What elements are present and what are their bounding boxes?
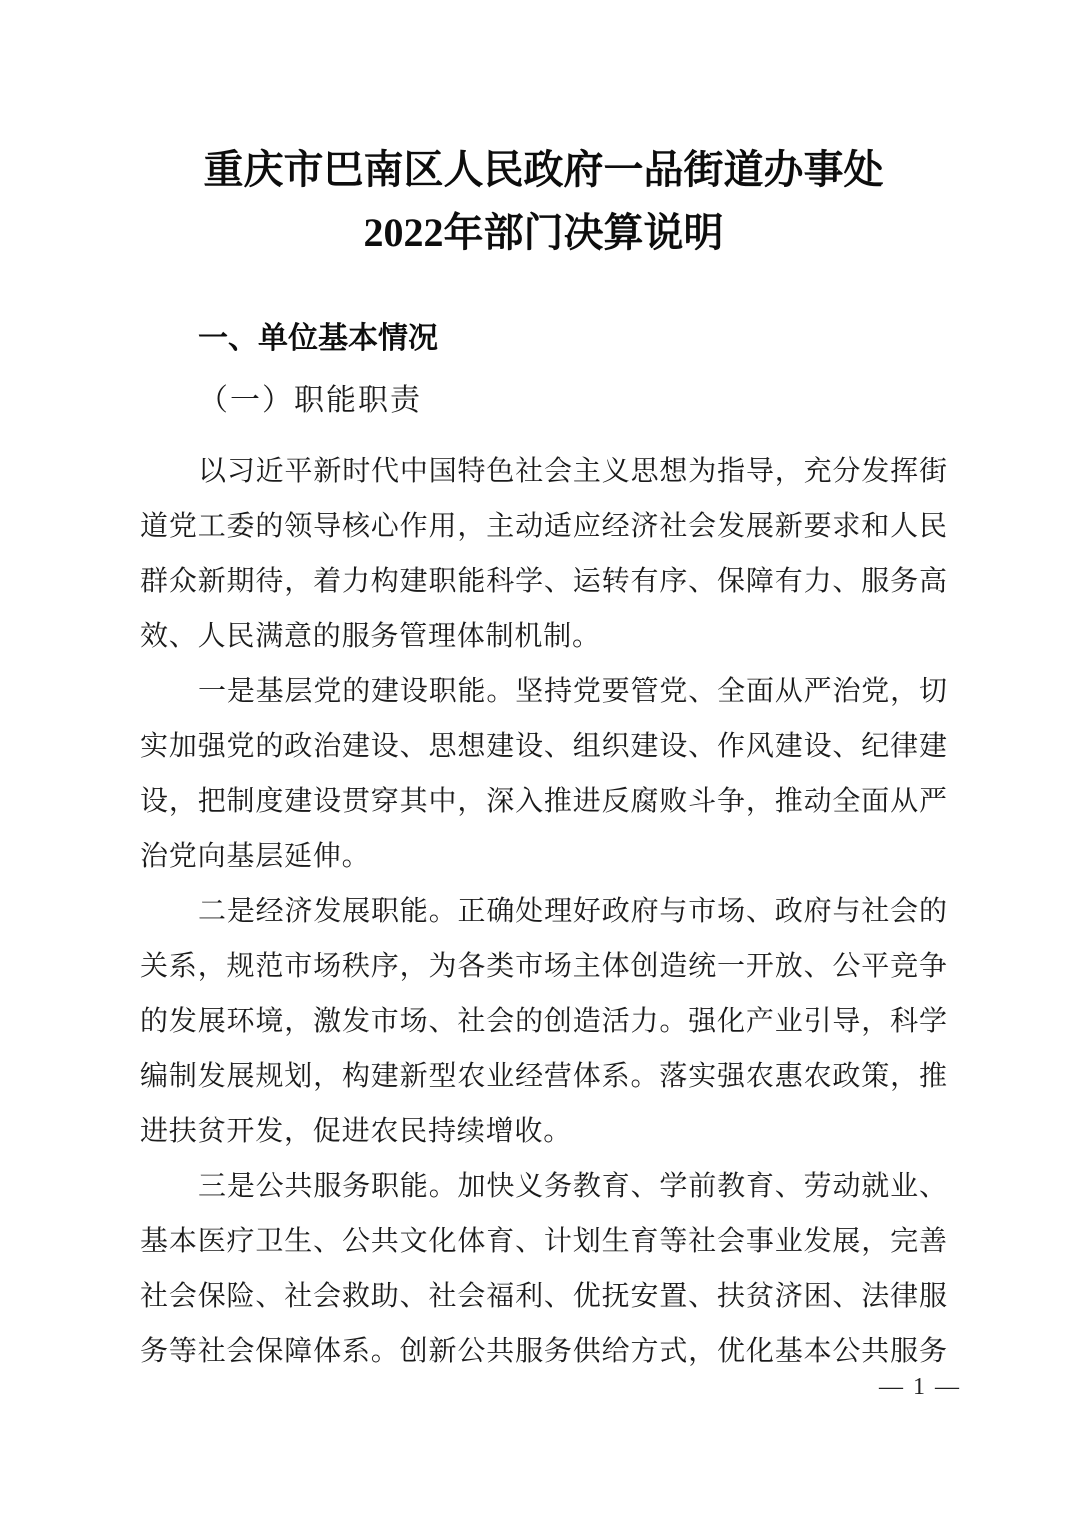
body-text <box>140 444 947 1379</box>
paragraph-2-line-2: 实加强党的政治建设、思想建设、组织建设、作风建设、纪律建 <box>140 731 947 762</box>
paragraph-3-line-5: 进扶贫开发，促进农民持续增收。 <box>140 1116 573 1147</box>
paragraph-2 <box>140 664 947 884</box>
section-heading: 一、单位基本情况 <box>198 322 438 355</box>
title-line-1: 重庆市巴南区人民政府一品街道办事处 <box>203 147 884 192</box>
page-number: — 1 — <box>879 1374 961 1400</box>
paragraph-1-line-3: 群众新期待，着力构建职能科学、运转有序、保障有力、服务高 <box>140 566 947 597</box>
subsection-heading: （一）职能职责 <box>198 384 422 417</box>
paragraph-3 <box>140 884 947 1159</box>
paragraph-4-line-1: 三是公共服务职能。加快义务教育、学前教育、劳动就业、 <box>198 1171 947 1202</box>
paragraph-1 <box>140 444 947 664</box>
paragraph-1-line-1: 以习近平新时代中国特色社会主义思想为指导，充分发挥街 <box>198 456 947 487</box>
paragraph-2-line-1: 一是基层党的建设职能。坚持党要管党、全面从严治党，切 <box>198 676 947 707</box>
paragraph-2-line-4: 治党向基层延伸。 <box>140 841 371 872</box>
paragraph-4-line-4: 务等社会保障体系。创新公共服务供给方式，优化基本公共服务 <box>140 1336 947 1367</box>
paragraph-1-line-2: 道党工委的领导核心作用，主动适应经济社会发展新要求和人民 <box>140 511 947 542</box>
paragraph-1-line-4: 效、人民满意的服务管理体制机制。 <box>140 621 601 652</box>
title-line-2: 2022年部门决算说明 <box>363 210 724 255</box>
paragraph-3-line-2: 关系，规范市场秩序，为各类市场主体创造统一开放、公平竞争 <box>140 951 947 982</box>
paragraph-2-line-3: 设，把制度建设贯穿其中，深入推进反腐败斗争，推动全面从严 <box>140 786 947 817</box>
paragraph-4 <box>140 1159 947 1379</box>
paragraph-3-line-4: 编制发展规划，构建新型农业经营体系。落实强农惠农政策，推 <box>140 1061 947 1092</box>
paragraph-4-line-3: 社会保险、社会救助、社会福利、优抚安置、扶贫济困、法律服 <box>140 1281 947 1312</box>
paragraph-4-line-2: 基本医疗卫生、公共文化体育、计划生育等社会事业发展，完善 <box>140 1226 947 1257</box>
paragraph-3-line-3: 的发展环境，激发市场、社会的创造活力。强化产业引导，科学 <box>140 1006 947 1037</box>
document-title <box>140 138 947 264</box>
paragraph-3-line-1: 二是经济发展职能。正确处理好政府与市场、政府与社会的 <box>198 896 947 927</box>
